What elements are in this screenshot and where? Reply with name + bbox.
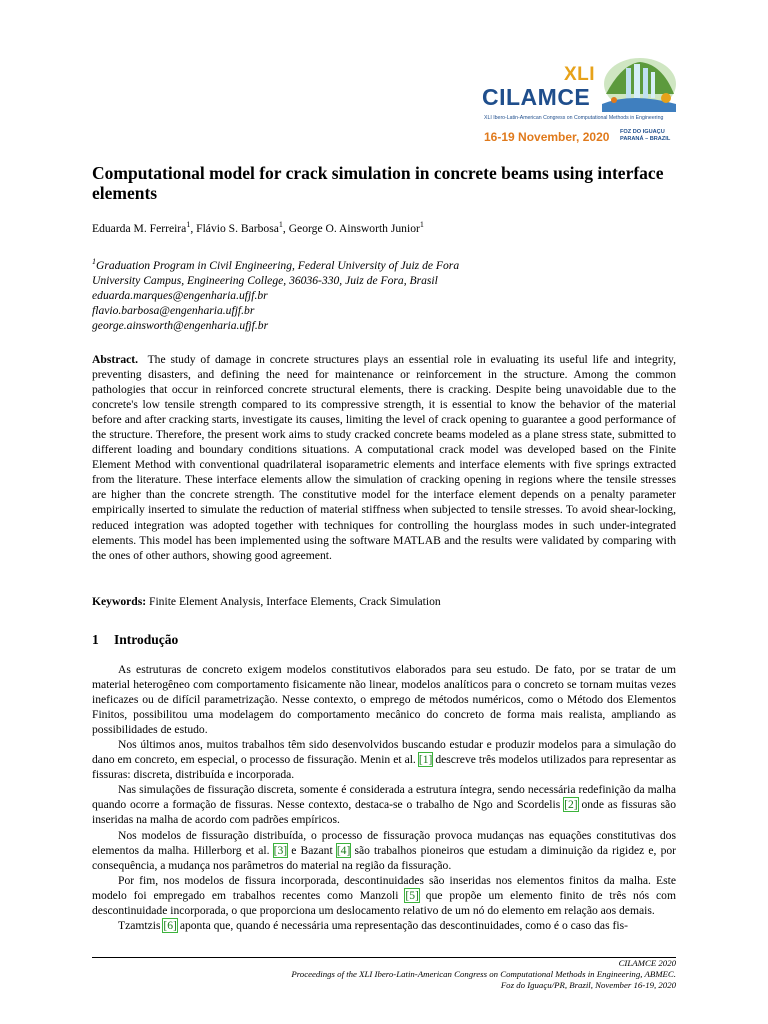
keywords-label: Keywords: <box>92 595 147 608</box>
citation-link[interactable]: [4] <box>336 843 351 857</box>
logo-dates: 16-19 November, 2020 <box>484 130 610 144</box>
footer-proceedings: Proceedings of the XLI Ibero-Latin-American Congress on Computational Methods in Engineering, ABMEC. <box>291 969 676 979</box>
author-list: Eduarda M. Ferreira$^1$, Flávio S. Barbosa$^1$, George O. Ainsworth Junior$^1$ <box>92 220 424 235</box>
author-email[interactable]: george.ainsworth@engenharia.ufjf.br <box>92 319 269 332</box>
author-affiliation-mark: 1 <box>278 220 283 230</box>
affiliation-institution <box>92 258 676 273</box>
author-name: Flávio S. Barbosa <box>196 222 279 235</box>
paragraph-text: Por fim, nos modelos de fissura incorporada, descontinuidades são inseridas nos elementos finitos da malha. Este modelo foi empregado em trabalhos recentes como Manzoli <box>92 873 676 902</box>
paragraph-text: descreve três modelos utilizados para representar as fissuras: discreta, distribuída e incorporada. <box>92 753 677 782</box>
affiliation-address: University Campus, Engineering College, 36036-330, Juiz de Fora, Brasil <box>92 274 438 287</box>
abstract <box>92 352 676 563</box>
paragraph-text: Tzamtzis <box>118 918 164 932</box>
author-email[interactable]: flavio.barbosa@engenharia.ufjf.br <box>92 304 255 317</box>
author-email[interactable]: eduarda.marques@engenharia.ufjf.br <box>92 289 268 302</box>
citation-link[interactable]: [1] <box>418 753 433 767</box>
keywords <box>92 594 676 609</box>
waterfall-illustration-icon <box>592 54 678 112</box>
paragraph-text: Nas simulações de fissuração discreta, somente é considerada a estrutura íntegra, sendo necessária redefinição da malha quando ocorre a formação de fissuras. Nesse contexto, destaca-se o trabalho de Ngo and Scordelis <box>92 783 676 812</box>
author-name: George O. Ainsworth Junior <box>288 222 420 235</box>
page-footer <box>291 958 676 991</box>
footer-location: Foz do Iguaçu/PR, Brazil, November 16-19, 2020 <box>500 980 676 990</box>
paragraph-text: que propõe um elemento finito de três nós com descontinuidade incorporada, o que proporciona um deslocamento relativo de um nó do elemento em relação aos demais. <box>92 888 676 917</box>
paper-title: Computational model for crack simulation in concrete beams using interface elements <box>92 163 664 203</box>
paragraph-text: são trabalhos pioneiros que estudam a diminuição da rigidez e, por consequência, a mudança nos parâmetros do material na região da fissuração. <box>92 843 677 872</box>
footer-conference: CILAMCE 2020 <box>618 958 676 968</box>
logo-place <box>620 129 670 143</box>
logo-place-line1: FOZ DO IGUAÇU <box>620 129 665 135</box>
paragraph-text: e Bazant <box>287 843 337 857</box>
paragraph-text: onde as fissuras são inseridas na malha de acordo com padrões empíricos. <box>92 798 676 827</box>
paragraph: As estruturas de concreto exigem modelos constitutivos elaborados para seu estudo. De fato, por se tratar de um material heterogêneo com comportamento fisicamente não linear, modelos analíticos para o concreto se tornam muitas vezes ineficazes ou de difícil parametrização. Nesse contexto, o emprego de métodos numéricos, como o Método dos Elementos Finitos, possibilitou uma modelagem do comportamento mecânico do concreto de forma mais realista, ampliando as possibilidades de estudo. <box>92 663 676 737</box>
citation-link[interactable]: [3] <box>273 843 288 857</box>
paragraph-text: Nos últimos anos, muitos trabalhos têm sido desenvolvidos buscando estudar e produzir modelos para a simulação do dano em concreto, em especial, o processo de fissuração. Menin et al. <box>92 738 676 767</box>
paragraph <box>92 828 676 873</box>
paragraph <box>92 737 676 782</box>
paragraph <box>92 782 676 827</box>
citation-link[interactable]: [5] <box>405 888 419 902</box>
paragraph <box>92 918 676 933</box>
author-affiliation-mark: 1 <box>186 220 191 230</box>
affiliation-block <box>92 258 676 333</box>
logo-subtitle: XLI Ibero-Latin-American Congress on Computational Methods in Engineering <box>484 115 664 121</box>
logo-edition: XLI <box>564 64 596 85</box>
abstract-label: Abstract. <box>92 353 139 366</box>
abstract-text: The study of damage in concrete structures plays an essential role in evaluating its useful life and integrity, preventing disasters, and defining the need for maintenance or reinforcement in the structure. Among the common pathologies that occur in reinforced concrete structural elements, there is cracking. Despite being unavoidable due to the concrete's low tensile strength compared to its compressive strength, it is essential to know the behavior of the material before and after cracking starts, investigate its causes, limiting the level of crack opening to guarantee a good performance of the structure. Therefore, the present work aims to study cracked concrete beams modeled as a plane stress state, submitted to different loading and boundary conditions situations. A computational crack model was developed based on the Finite Element Method with conventional quadrilateral isoparametric elements and interface elements with five springs extracted from the literature. These interface elements allow the simulation of cracking opening in regions where the tensile stresses are higher than the concrete strength. The constitutive model for the interface element depends on a penalty parameter empirically inserted to simulate the reduction of material stiffness when subjected to tensile stresses. To avoid shear-locking, reduced integration was adopted together with techniques for controlling the hourglass modes in such under-integrated elements. This model has been implemented using the software MATLAB and the results were validated by comparing with the ones of other authors, showing good agreement. <box>92 353 676 562</box>
logo-place-line2: PARANÁ – BRAZIL <box>620 136 671 142</box>
conference-logo <box>482 54 678 146</box>
paragraph <box>92 873 676 918</box>
author-name: Eduarda M. Ferreira <box>92 222 187 235</box>
citation-link[interactable]: [6] <box>163 918 177 932</box>
keywords-text: Finite Element Analysis, Interface Elements, Crack Simulation <box>149 595 441 608</box>
author-affiliation-mark: 1 <box>419 220 424 230</box>
affiliation-line: Graduation Program in Civil Engineering, Federal University of Juiz de Fora <box>96 259 460 272</box>
citation-link[interactable]: [2] <box>564 798 578 812</box>
paragraph-text: Nos modelos de fissuração distribuída, o processo de fissuração provoca mudanças nas equações constitutivas dos elementos da malha. Hillerborg et al. <box>92 828 676 857</box>
paragraph-text: aponta que, quando é necessária uma representação das descontinuidades, como é o caso das fis- <box>176 918 628 932</box>
section-heading <box>92 632 676 648</box>
affiliation-mark: 1 <box>92 257 96 267</box>
section-body <box>92 662 676 933</box>
logo-name: CILAMCE <box>482 84 591 110</box>
section-number: 1 <box>92 632 99 647</box>
section-title: Introdução <box>114 632 179 647</box>
